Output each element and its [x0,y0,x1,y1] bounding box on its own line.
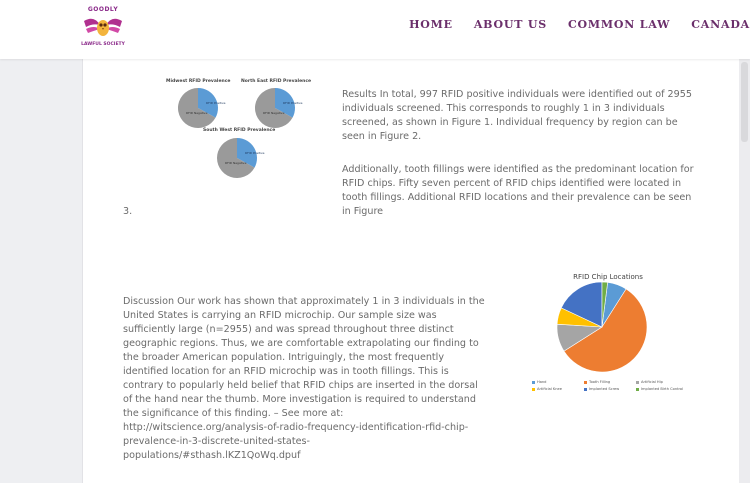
site-header [0,0,750,59]
legend-swatch [532,381,535,384]
legend-item-artificial-knee [532,387,562,391]
nav-about-us[interactable]: ABOUT US [473,18,547,31]
main-nav [388,18,750,34]
legend-item-hand [532,380,546,384]
additional-paragraph: Additionally, tooth fillings were identified as the predominant location for RFID chips. Fifty seven percent of RFID chips identified were located in tooth fillings. Additional RFID locations and their prevalence can be seen in Figure [342,164,694,217]
pie-title-midwest: Midwest RFID Prevalence [166,79,231,84]
pie-label-midwest-negative: RFID Negative [186,111,208,115]
regional-pies-svg [123,72,333,192]
chip-chart-title: RFID Chip Locations [573,273,643,281]
legend-swatch [636,388,639,391]
legend-label: Hand [537,380,547,384]
pie-title-south-west: South West RFID Prevalence [203,128,276,133]
legend-label: Artificial Knee [537,387,562,391]
pie-label-midwest-positive: RFID Positive [206,101,226,105]
chip-pie-svg [528,282,688,382]
nav-canada[interactable]: CANADA [691,18,750,31]
page-background-left [0,59,82,483]
legend-label: Implanted Birth Control [641,387,684,391]
pie-label-north-east-positive: RFID Positive [283,101,303,105]
pie-label-south-west-negative: RFID Negative [225,161,247,165]
legend-swatch [584,381,587,384]
site-logo[interactable] [80,6,126,48]
logo-bottom-text: LAWFUL SOCIETY [81,42,125,47]
legend-item-tooth-filling [584,380,610,384]
additional-paragraph-tail: 3. [123,206,133,217]
scrollbar-thumb[interactable] [741,62,748,142]
owl-wings-icon [80,13,126,43]
figure-chip-locations [528,270,696,394]
discussion-paragraph: Discussion Our work has shown that approximately 1 in 3 individuals in the United States is carrying an RFID microchip. Our sample size was sufficiently large (n=2955) and was spread throughout three distinct geographic regions. Thus, we are comfortable extrapolating our finding to the broader American population. Intriguingly, the most frequently identified location for an RFID microchip was in tooth fillings. This is contrary to popularly held belief that RFID chips are inserted in the dorsal of the hand near the thumb. More investigation is required to understand the significance of this finding. – See more at: http://witscience.org/analysis-of-radio-frequency-identification-rfid-chip-prevalence-in-3-discrete-united-states-populations/#sthash.lKZ1QoWq.dpuf [123,296,485,461]
legend-label: Tooth Filling [589,380,611,384]
legend-item-artificial-hip [636,380,663,384]
pie-title-north-east: North East RFID Prevalence [241,79,312,84]
figure-regional-prevalence [123,72,333,192]
legend-item-implanted-screw [584,387,619,391]
legend-swatch [584,388,587,391]
pie-label-north-east-negative: RFID Negative [263,111,285,115]
legend-item-implanted-birth-control [636,387,683,391]
legend-label: Artificial Hip [641,380,663,384]
nav-home[interactable]: HOME [409,18,453,31]
logo-top-text: GOODLY [87,6,119,13]
legend-swatch [636,381,639,384]
results-paragraph: Results In total, 997 RFID positive individuals were identified out of 2955 individuals screened. This corresponds to roughly 1 in 3 individuals screened, as shown in Figure 1. Individual frequency by region can be seen in Figure 2. [342,89,692,142]
legend-label: Implanted Screw [589,387,620,391]
pie-label-south-west-positive: RFID Positive [245,151,265,155]
nav-common-law[interactable]: COMMON LAW [568,18,671,31]
legend-swatch [532,388,535,391]
